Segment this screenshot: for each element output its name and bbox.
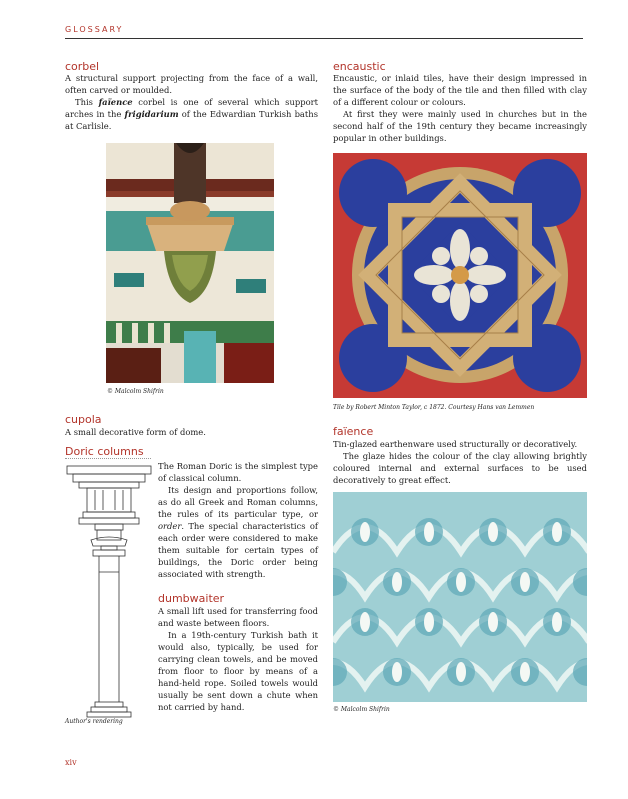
encaustic-tile-image (333, 153, 587, 398)
corbel-para-c: of the Edwardian Turkish baths at Carlisle. (65, 109, 318, 131)
header-rule (65, 38, 583, 39)
doric-para-1: The Roman Doric is the simplest type of classical column. (158, 461, 318, 483)
doric-dotted-rule (65, 458, 151, 459)
doric-para-2b: . The special characteristics of each order were considered to make them suitable for certain types of buildings, the Doric order being associated with strength. (158, 521, 318, 579)
term-cupola: cupola (65, 413, 102, 426)
corbel-para (65, 96, 318, 132)
doric-drawing-caption: Author's rendering (65, 718, 123, 725)
encaustic-tile-caption: Tile by Robert Minton Taylor, c 1872. Courtesy Hans van Lemmen (333, 404, 535, 411)
corbel-def: A structural support projecting from the face of a wall, often carved or moulded. (65, 73, 318, 95)
doric-para-2a: Its design and proportions follow, as do all Greek and Roman columns, the rules of its particular type, or (158, 485, 318, 519)
doric-text (158, 460, 318, 580)
faience-tile-photo (333, 492, 587, 702)
term-encaustic: encaustic (333, 60, 386, 73)
faience-para-2: The glaze hides the colour of the clay allowing brightly coloured internal and external surfaces to be used decoratively to great effect. (333, 451, 587, 485)
term-doric-columns: Doric columns (65, 445, 144, 458)
faience-photo-caption: © Malcolm Shifrin (333, 706, 390, 713)
doric-para-2em: order (158, 521, 182, 531)
doric-para-2 (158, 484, 318, 580)
dumbwaiter-text (158, 605, 318, 713)
faience-text (333, 438, 587, 486)
encaustic-para-1: Encaustic, or inlaid tiles, have their design impressed in the surface of the body of the tile and then filled with clay of a different colour or colours. (333, 73, 587, 107)
corbel-para-em1: faïence (98, 97, 133, 107)
doric-column-drawing (65, 464, 153, 718)
corbel-photo (106, 143, 274, 383)
cupola-def: A small decorative form of dome. (65, 427, 206, 437)
cupola-definition (65, 426, 318, 438)
dumbwaiter-para-1: A small lift used for transferring food and waste between floors. (158, 606, 318, 628)
encaustic-text (333, 72, 587, 144)
encaustic-para-2: At first they were mainly used in churches but in the second half of the 19th century they became increasingly popular in other buildings. (333, 109, 587, 143)
corbel-para-a: This (75, 97, 99, 107)
corbel-para-em2: frigidarium (124, 109, 179, 119)
faience-para-1: Tin-glazed earthenware used structurally or decoratively. (333, 439, 578, 449)
term-dumbwaiter: dumbwaiter (158, 592, 225, 605)
corbel-definition (65, 72, 318, 132)
dumbwaiter-para-2: In a 19th-century Turkish bath it would also, typically, be used for carrying clean towels, and be moved from floor to floor by means of a hand-held rope. Soiled towels would usually be sent down a chute when not carried by hand. (158, 630, 318, 712)
page-number: xiv (65, 758, 77, 767)
corbel-para-b: corbel is one of several which support arches in the (65, 97, 318, 119)
term-corbel: corbel (65, 60, 100, 73)
corbel-photo-caption: © Malcolm Shifrin (107, 388, 164, 395)
term-faience: faïence (333, 425, 374, 438)
running-header: GLOSSARY (65, 25, 124, 34)
